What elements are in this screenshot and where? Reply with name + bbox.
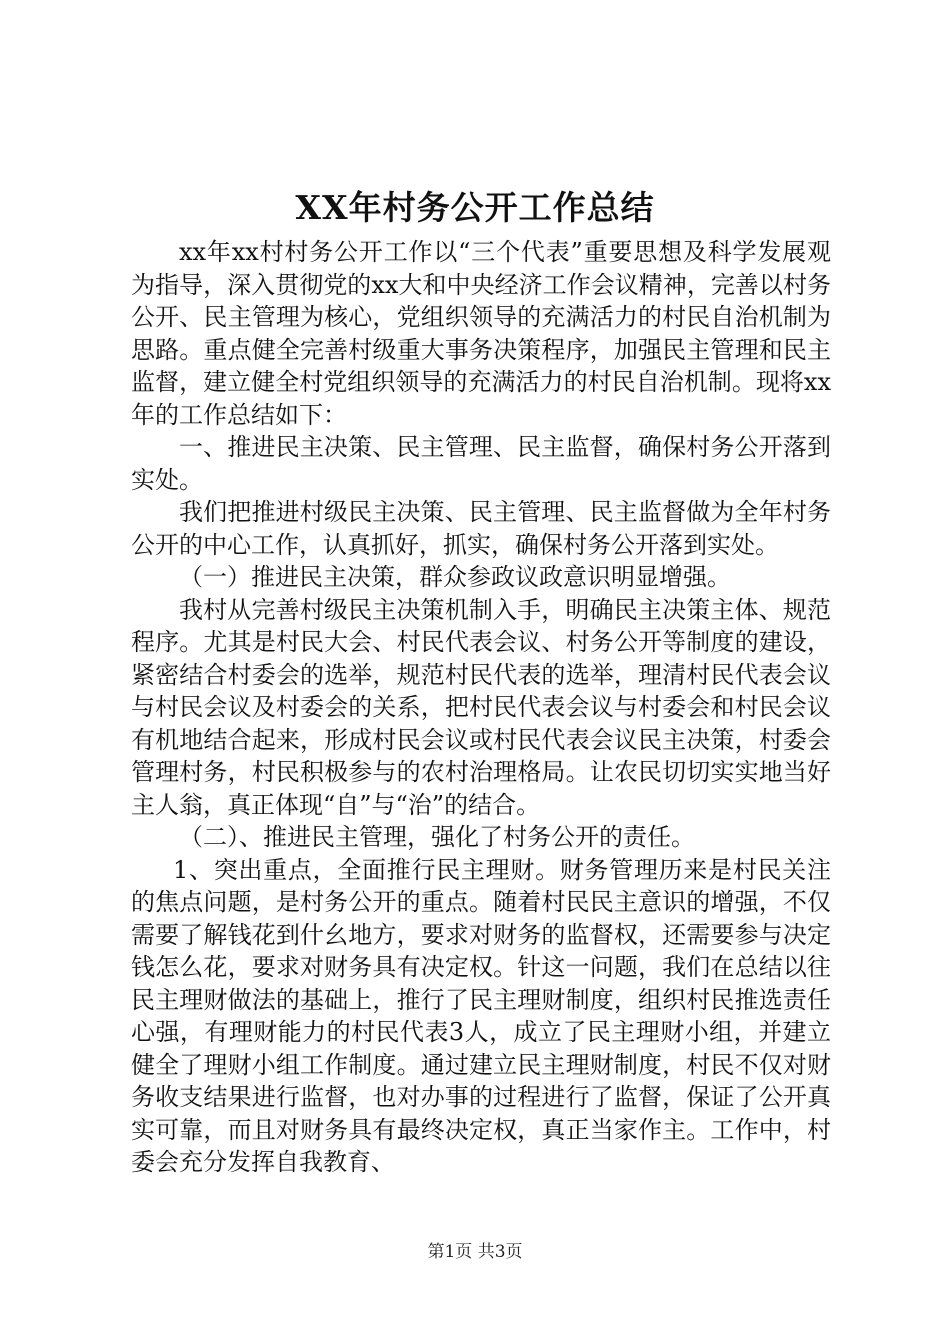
page-number: 第1页 共3页 xyxy=(427,1242,523,1262)
document-body xyxy=(131,236,831,1179)
subsection-heading-2: （二）、推进民主管理，强化了村务公开的责任。 xyxy=(179,823,695,851)
paragraph-section-1: 我们把推进村级民主决策、民主管理、民主监督做为全年村务公开的中心工作，认真抓好，抓实，确保村务公开落到实处。 xyxy=(131,498,831,559)
page-title: XX年村务公开工作总结 xyxy=(295,188,655,227)
paragraph-subsection-1: 我村从完善村级民主决策机制入手，明确民主决策主体、规范程序。尤其是村民大会、村民代表会议、村务公开等制度的建设，紧密结合村委会的选举，规范村民代表的选举，理清村民代表会议与村民会议及村委会的关系，把村民代表会议与村委会和村民会议有机地结合起来，形成村民会议或村民代表会议民主决策，村委会管理村务，村民积极参与的农村治理格局。让农民切切实实地当好主人翁，真正体现“自”与“治”的结合。 xyxy=(131,595,831,819)
section-heading-1: 一、推进民主决策、民主管理、民主监督，确保村务公开落到实处。 xyxy=(131,433,831,494)
paragraph-intro: xx年xx村村务公开工作以“三个代表”重要思想及科学发展观为指导，深入贯彻党的xx大和中央经济工作会议精神，完善以村务公开、民主管理为核心，党组织领导的充满活力的村民自治机制为思路。重点健全完善村级重大事务决策程序，加强民主管理和民主监督，建立健全村党组织领导的充满活力的村民自治机制。现将xx年的工作总结如下： xyxy=(131,238,831,429)
paragraph-item-1: 1、突出重点，全面推行民主理财。财务管理历来是村民关注的焦点问题，是村务公开的重点。随着村民民主意识的增强，不仅需要了解钱花到什幺地方，要求对财务的监督权，还需要参与决定钱怎么花，要求对财务具有决定权。针这一问题，我们在总结以往民主理财做法的基础上，推行了民主理财制度，组织村民推选责任心强，有理财能力的村民代表3人，成立了民主理财小组，并建立健全了理财小组工作制度。通过建立民主理财制度，村民不仅对财务收支结果进行监督，也对办事的过程进行了监督，保证了公开真实可靠，而且对财务具有最终决定权，真正当家作主。工作中，村委会充分发挥自我教育、 xyxy=(131,855,831,1176)
page-footer xyxy=(0,1240,950,1264)
subsection-heading-1: （一）推进民主决策，群众参政议政意识明显增强。 xyxy=(179,563,731,591)
